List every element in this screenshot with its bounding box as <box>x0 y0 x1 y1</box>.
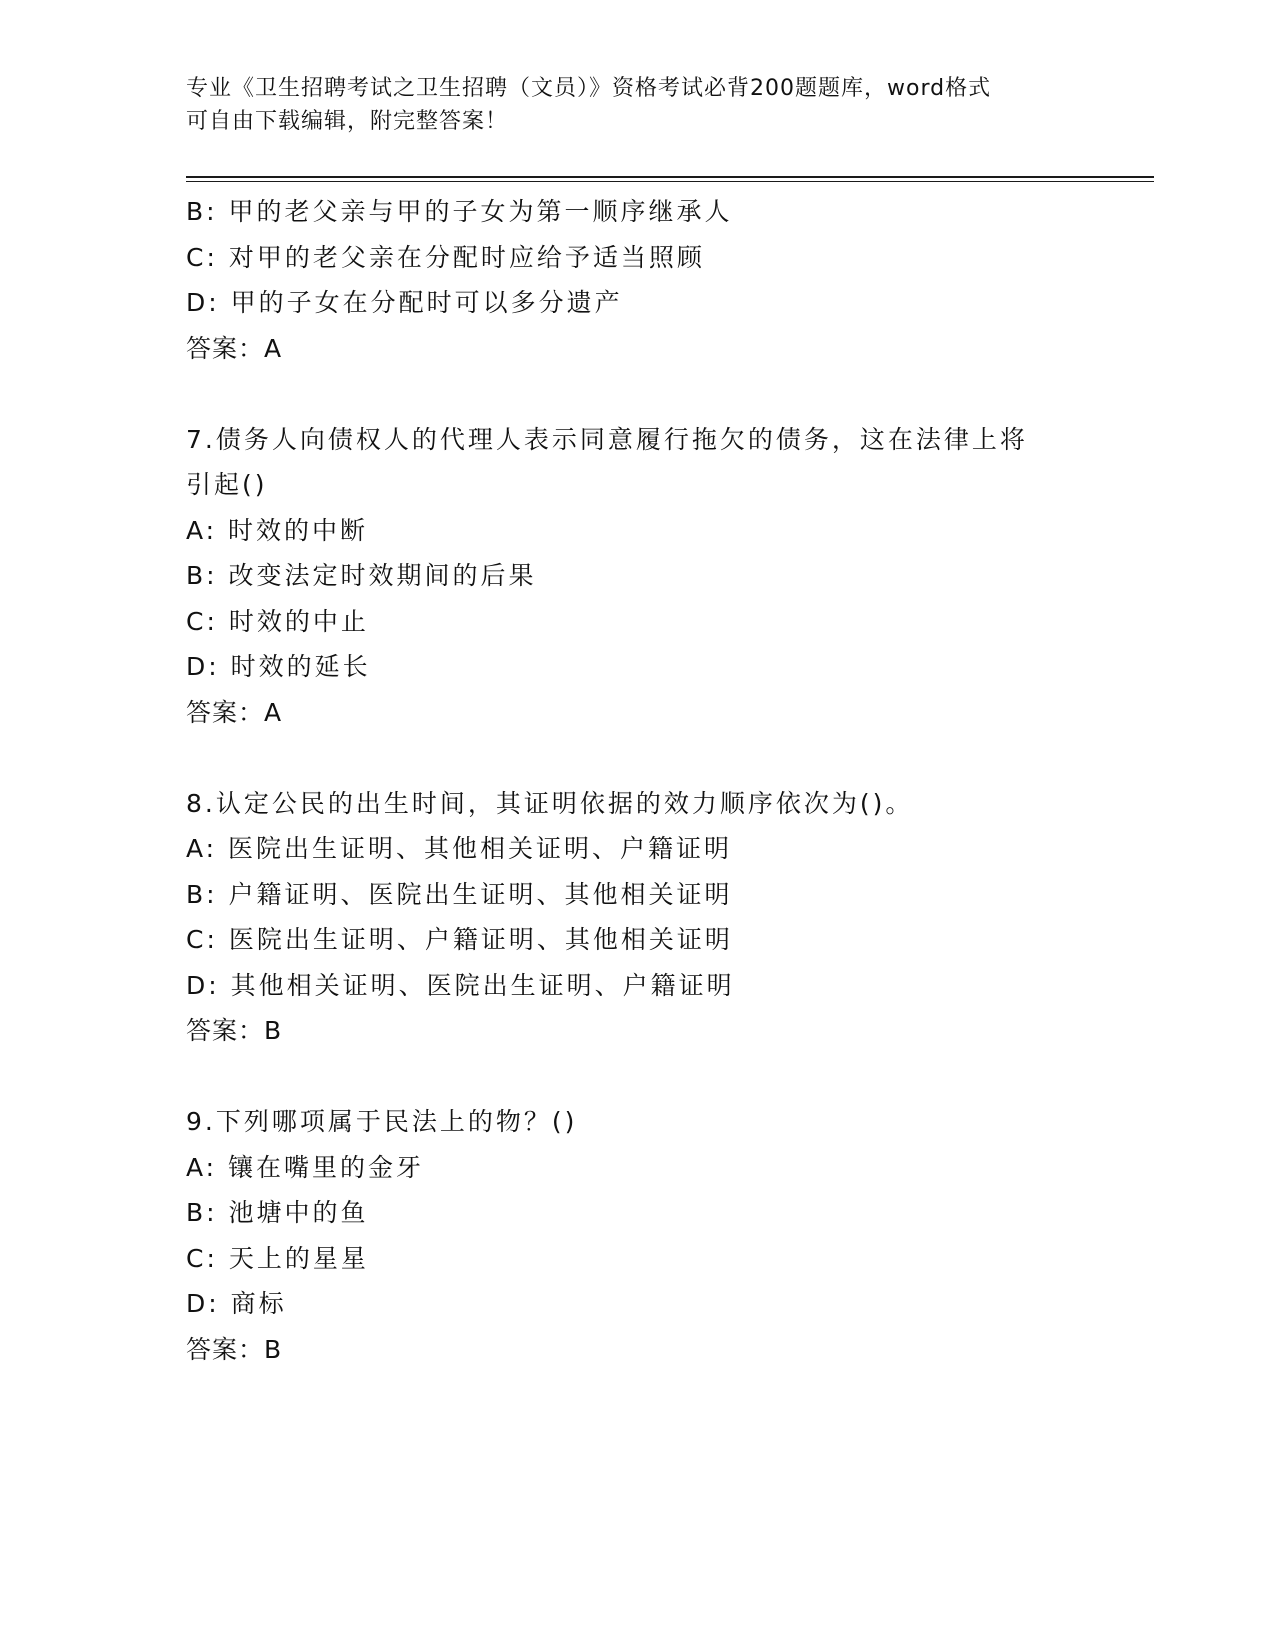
q6-answer: 答案：A <box>186 333 283 363</box>
q9-option-b: B: 池塘中的鱼 <box>186 1198 369 1227</box>
q8-question-line-1: 8.认定公民的出生时间，其证明依据的效力顺序依次为()。 <box>186 788 914 818</box>
header-divider-thick <box>186 176 1154 178</box>
q6-option-b: B: 甲的老父亲与甲的子女为第一顺序继承人 <box>186 197 733 226</box>
question-6-block <box>186 189 1086 371</box>
spacer <box>186 1054 1086 1100</box>
q9-answer: 答案：B <box>186 1334 283 1364</box>
q7-answer: 答案：A <box>186 697 283 727</box>
q7-option-d: D: 时效的延长 <box>186 652 371 681</box>
q7-option-a: A: 时效的中断 <box>186 515 369 545</box>
q7-option-c: C: 时效的中止 <box>186 606 369 636</box>
q9-option-d: D: 商标 <box>186 1289 287 1318</box>
header-title-line-1: 专业《卫生招聘考试之卫生招聘（文员）》资格考试必背200题题库，word格式 <box>186 76 992 101</box>
q8-option-d: D: 其他相关证明、医院出生证明、户籍证明 <box>186 970 735 1000</box>
header-title-line-2: 可自由下载编辑，附完整答案！ <box>186 109 509 134</box>
q6-option-d: D: 甲的子女在分配时可以多分遗产 <box>186 288 623 317</box>
q8-option-b: B: 户籍证明、医院出生证明、其他相关证明 <box>186 879 733 909</box>
q7-question-line-1: 7.债务人向债权人的代理人表示同意履行拖欠的债务，这在法律上将 <box>186 424 1028 454</box>
question-content <box>186 189 1086 1372</box>
q9-option-c: C: 天上的星星 <box>186 1243 369 1273</box>
q7-question-line-2: 引起() <box>186 470 268 499</box>
q9-question-line-1: 9.下列哪项属于民法上的物？() <box>186 1107 578 1136</box>
q6-option-c: C: 对甲的老父亲在分配时应给予适当照顾 <box>186 242 705 272</box>
question-9-block <box>186 1099 1086 1372</box>
q8-option-a: A: 医院出生证明、其他相关证明、户籍证明 <box>186 834 733 863</box>
q8-option-c: C: 医院出生证明、户籍证明、其他相关证明 <box>186 925 733 954</box>
q9-option-a: A: 镶在嘴里的金牙 <box>186 1152 425 1182</box>
q7-option-b: B: 改变法定时效期间的后果 <box>186 561 537 590</box>
question-7-block <box>186 417 1086 736</box>
spacer <box>186 735 1086 781</box>
spacer <box>186 371 1086 417</box>
header-divider-thin <box>186 181 1154 182</box>
q8-answer: 答案：B <box>186 1016 283 1045</box>
document-header <box>186 72 1066 138</box>
question-8-block <box>186 781 1086 1054</box>
